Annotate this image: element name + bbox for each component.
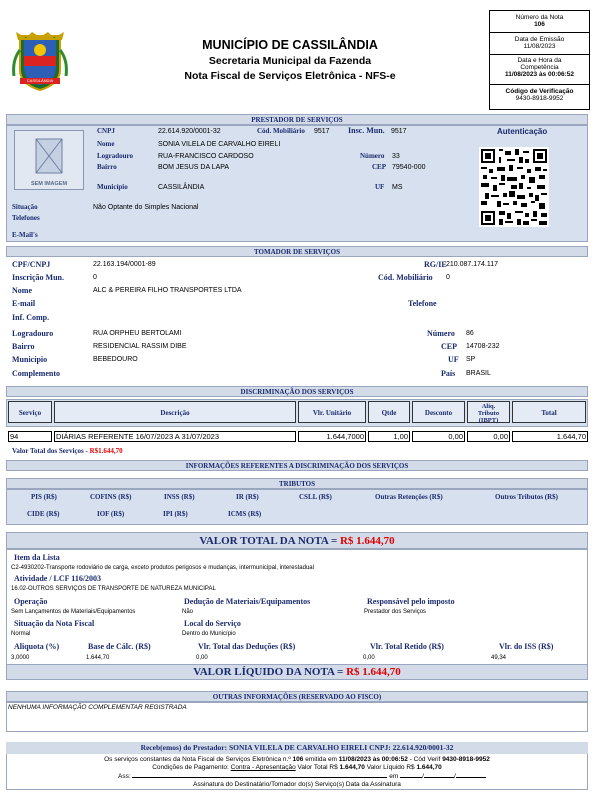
tomador-nome: ALC & PEREIRA FILHO TRANSPORTES LTDA [93,287,242,294]
tomador-uf-label: UF [448,355,459,364]
prestador-cnpj-label: CNPJ [97,127,115,135]
tomador-uf: SP [466,356,476,363]
page-title: MUNICÍPIO DE CASSILÂNDIA [202,38,378,52]
table-row [6,431,588,442]
tomador-numero-label: Número [427,329,455,338]
deducoes-label: Vlr. Total das Deduções (R$) [198,642,296,651]
crest-banner: CASSILÂNDIA [20,78,60,84]
autenticacao-label: Autenticação [497,127,548,136]
assinatura-footer: Assinatura do Destinatário/Tomador do(s) Serviço(s) Data da Assinatura [193,781,401,788]
prestador-municipio: CASSILÂNDIA [158,184,205,191]
trib-cide: CIDE (R$) [27,510,60,518]
numero-nota: 106 [534,21,545,28]
col-servico-header: Serviço [8,401,52,423]
tomador-inf-label: Inf. Comp. [12,313,50,322]
local-servico: Dentro do Município [182,631,236,637]
trib-ipi: IPI (R$) [163,510,188,518]
recibo-title: Receb(emos) do Prestador: SONIA VILELA DE CARVALHO EIRELI CNPJ: 22.614.920/0001-32 [6,742,588,754]
prestador-photo-placeholder [14,130,84,190]
prestador-header: PRESTADOR DE SERVIÇOS [6,114,588,125]
recibo-line-1: Os serviços constantes da Nota Fiscal de Serviços Eletrônica n.º 106 emitida em 11/08/2023 às 00:06:52 - Cód Verif 9430-8918-9952 [104,756,490,763]
operacao: Sem Lançamentos de Materiais/Equipamentos [11,609,136,615]
municipal-crest [12,30,68,92]
valor-total-nota: VALOR TOTAL DA NOTA = R$ 1.644,70 [6,532,588,549]
prestador-uf: MS [392,184,403,191]
tomador-email-label: E-mail [12,299,36,308]
row-descricao: DIÁRIAS REFERENTE 16/07/2023 A 31/07/2023 [54,431,296,442]
col-qtde-header: Qtde [368,401,410,423]
recibo-line-2: Condições de Pagamento: Contra - Apresentação Valor Total R$ 1.644,70 Valor Líquido R$ 1.644,70 [152,764,442,771]
competencia-label: Data e Hora da Competência [517,57,562,71]
tomador-cpf-label: CPF/CNPJ [12,260,51,269]
prestador-nome: SONIA VILELA DE CARVALHO EIRELI [158,141,281,148]
col-total-header: Total [512,401,586,423]
aliquota-label: Aliquota (%) [14,642,60,651]
responsavel: Prestador dos Serviços [364,609,427,615]
item-lista: C2-4930202-Transporte rodoviário de carga, exceto produtos perigosos e mudanças, intermunicipal, interestadual [11,565,314,571]
prestador-emails-label: E-Mail's [12,231,38,239]
base-calc-label: Base de Cálc. (R$) [88,642,151,651]
tomador-rgie: 210.087.174.117 [446,261,499,268]
tomador-complemento-label: Complemento [12,369,60,378]
prestador-cod-mob-label: Cód. Mobiliário [257,127,305,135]
prestador-bairro-label: Bairro [97,163,117,171]
iss-label: Vlr. do ISS (R$) [499,642,554,651]
tomador-logradouro-label: Logradouro [12,329,54,338]
data-emissao-label: Data de Emissão [514,36,565,43]
tomador-cep-label: CEP [441,342,457,351]
prestador-situacao-label: Situação [12,203,38,211]
assinatura-line: Ass: em / / [118,772,588,780]
tomador-bairro-label: Bairro [12,342,35,351]
qr-code-icon [479,147,549,227]
row-total: 1.644,70 [512,431,588,442]
base-calc: 1.644,70 [86,655,110,661]
document-title: Nota Fiscal de Serviços Eletrônica - NFS-e [184,70,396,82]
discriminacao-header: DISCRIMINAÇÃO DOS SERVIÇOS [6,386,588,397]
condicao-pagamento-link[interactable]: Contra - Apresentação [230,764,296,771]
trib-outros-tributos: Outros Tributos (R$) [495,493,559,501]
responsavel-label: Responsável pelo imposto [367,597,455,606]
header-info-box [489,10,590,110]
tomador-cod-mob: 0 [446,274,450,281]
atividade: 16.02-OUTROS SERVIÇOS DE TRANSPORTE DE NATUREZA MUNICIPAL [11,586,216,592]
deducao: Não [182,609,194,615]
tomador-numero: 86 [466,330,474,337]
trib-iof: IOF (R$) [97,510,125,518]
tomador-cod-mob-label: Cód. Mobiliário [378,273,433,282]
col-desconto-header: Desconto [412,401,465,423]
prestador-logradouro: RUA-FRANCISCO CARDOSO [158,153,254,160]
prestador-numero-label: Número [360,152,385,160]
tomador-logradouro: RUA ORPHEU BERTOLAMI [93,330,182,337]
trib-outras-retencoes: Outras Retenções (R$) [375,493,443,501]
trib-csll: CSLL (R$) [299,493,332,501]
outras-info-header: OUTRAS INFORMAÇÕES (RESERVADO AO FISCO) [6,691,588,702]
tomador-header: TOMADOR DE SERVIÇOS [6,246,588,257]
tomador-nome-label: Nome [12,286,32,295]
prestador-insc: 9517 [391,128,407,135]
row-qtde: 1,00 [368,431,410,442]
col-aliq-header: Aliq. Tributo (IBPT) [467,401,510,423]
tomador-rgie-label: RG/IE [424,260,447,269]
trib-ir: IR (R$) [236,493,259,501]
numero-nota-label: Número da Nota [515,14,564,21]
atividade-label: Atividade / LCF 116/2003 [14,574,102,583]
row-desconto: 0,00 [412,431,465,442]
tomador-pais: BRASIL [466,370,491,377]
row-aliq: 0,00 [467,431,510,442]
item-lista-label: Item da Lista [14,553,60,562]
prestador-cep-label: CEP [372,163,386,171]
trib-cofins: COFINS (R$) [90,493,132,501]
col-vlr-unit-header: Vlr. Unitário [298,401,366,423]
col-descricao-header: Descrição [54,401,296,423]
outras-info-text: NENHUMA INFORMAÇÃO COMPLEMENTAR REGISTRADA [8,704,187,711]
prestador-situacao: Não Optante do Simples Nacional [93,204,199,211]
deducoes: 0,00 [196,655,208,661]
situacao-nota: Normal [11,631,31,637]
tomador-insc: 0 [93,274,97,281]
tomador-municipio-label: Município [12,355,48,364]
competencia: 11/08/2023 às 00:06:52 [504,71,575,78]
tomador-telefone-label: Telefone [408,299,437,308]
situacao-nota-label: Situação da Nota Fiscal [14,619,95,628]
deducao-label: Dedução de Materiais/Equipamentos [184,597,311,606]
tomador-cep: 14708-232 [466,343,500,350]
tributos-header: TRIBUTOS [6,478,588,489]
prestador-cnpj: 22.614.920/0001-32 [158,128,221,135]
iss: 49,34 [491,655,507,661]
tomador-pais-label: País [441,369,456,378]
prestador-insc-label: Insc. Mun. [348,126,385,135]
row-servico: 94 [8,431,52,442]
retido: 0,00 [363,655,375,661]
prestador-uf-label: UF [375,183,385,191]
verificacao-label: Código de Verificação [505,88,574,95]
aliquota: 3,0000 [11,655,30,661]
data-emissao: 11/08/2023 [523,43,556,50]
local-servico-label: Local do Serviço [184,619,241,628]
operacao-label: Operação [14,597,48,606]
verificacao: 9430-8918-9952 [515,95,564,102]
prestador-logradouro-label: Logradouro [97,152,134,160]
valor-total-servicos: Valor Total dos Serviços - R$1.644,70 [12,447,123,455]
prestador-numero: 33 [392,153,400,160]
prestador-nome-label: Nome [97,140,115,148]
page-subtitle: Secretaria Municipal da Fazenda [208,55,372,67]
trib-inss: INSS (R$) [164,493,195,501]
trib-icms: ICMS (R$) [228,510,262,518]
sem-imagem-label: SEM IMAGEM [30,181,68,187]
prestador-bairro: BOM JESUS DA LAPA [158,164,230,171]
row-vlr-unit: 1.644,7000 [298,431,366,442]
tomador-insc-label: Inscrição Mun. [12,273,64,282]
prestador-municipio-label: Município [97,183,128,191]
prestador-telefones-label: Telefones [12,214,40,222]
prestador-cep: 79540-000 [392,164,426,171]
retido-label: Vlr. Total Retido (R$) [370,642,444,651]
prestador-cod-mob: 9517 [314,128,330,135]
tomador-bairro: RESIDENCIAL RASSIM DIBE [93,343,187,350]
tomador-municipio: BEBEDOURO [93,356,138,363]
info-ref-header: INFORMAÇÕES REFERENTES A DISCRIMINAÇÃO DOS SERVIÇOS [6,460,588,471]
valor-liquido-nota: VALOR LÍQUIDO DA NOTA = R$ 1.644,70 [6,664,588,680]
trib-pis: PIS (R$) [31,493,57,501]
tomador-cpf: 22.163.194/0001-89 [93,261,156,268]
